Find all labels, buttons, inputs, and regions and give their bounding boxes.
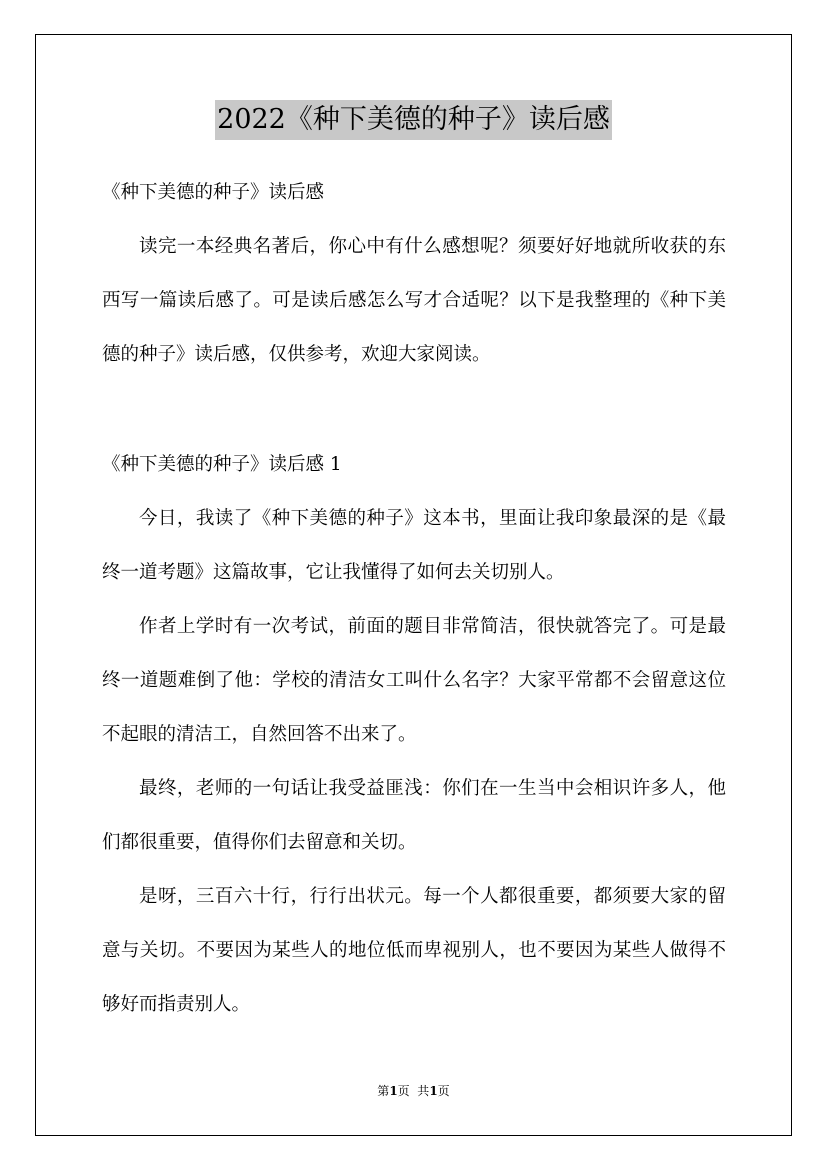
footer-page-current: 1 xyxy=(389,1084,398,1098)
footer-prefix: 第 xyxy=(377,1084,390,1098)
intro-paragraph: 读完一本经典名著后，你心中有什么感想呢？须要好好地就所收获的东西写一篇读后感了。可是读后感怎么写才合适呢？以下是我整理的《种下美德的种子》读后感，仅供参考，欢迎大家阅读。 xyxy=(102,236,726,365)
body-paragraph: 是呀，三百六十行，行行出状元。每一个人都很重要，都须要大家的留意与关切。不要因为某些人的地位低而卑视别人，也不要因为某些人做得不够好而指责别人。 xyxy=(102,886,726,1015)
footer-mid: 页 共 xyxy=(397,1084,430,1098)
footer-suffix: 页 xyxy=(437,1084,450,1098)
document-title: 2022《种下美德的种子》读后感 xyxy=(215,100,612,140)
body-paragraph: 最终，老师的一句话让我受益匪浅：你们在一生当中会相识许多人，他们都很重要，值得你们去留意和关切。 xyxy=(102,778,726,853)
intro-block xyxy=(102,220,726,382)
footer-page-total: 1 xyxy=(429,1084,438,1098)
document-subtitle: 《种下美德的种子》读后感 xyxy=(102,182,325,203)
section-heading: 《种下美德的种子》读后感 1 xyxy=(102,454,342,475)
body-block xyxy=(102,492,726,1032)
page-footer xyxy=(0,1083,827,1099)
body-paragraph: 作者上学时有一次考试，前面的题目非常简洁，很快就答完了。可是最终一道题难倒了他：学校的清洁女工叫什么名字？大家平常都不会留意这位不起眼的清洁工，自然回答不出来了。 xyxy=(102,616,726,745)
body-paragraph: 今日，我读了《种下美德的种子》这本书，里面让我印象最深的是《最终一道考题》这篇故事，它让我懂得了如何去关切别人。 xyxy=(102,508,726,583)
title-container xyxy=(0,100,827,140)
